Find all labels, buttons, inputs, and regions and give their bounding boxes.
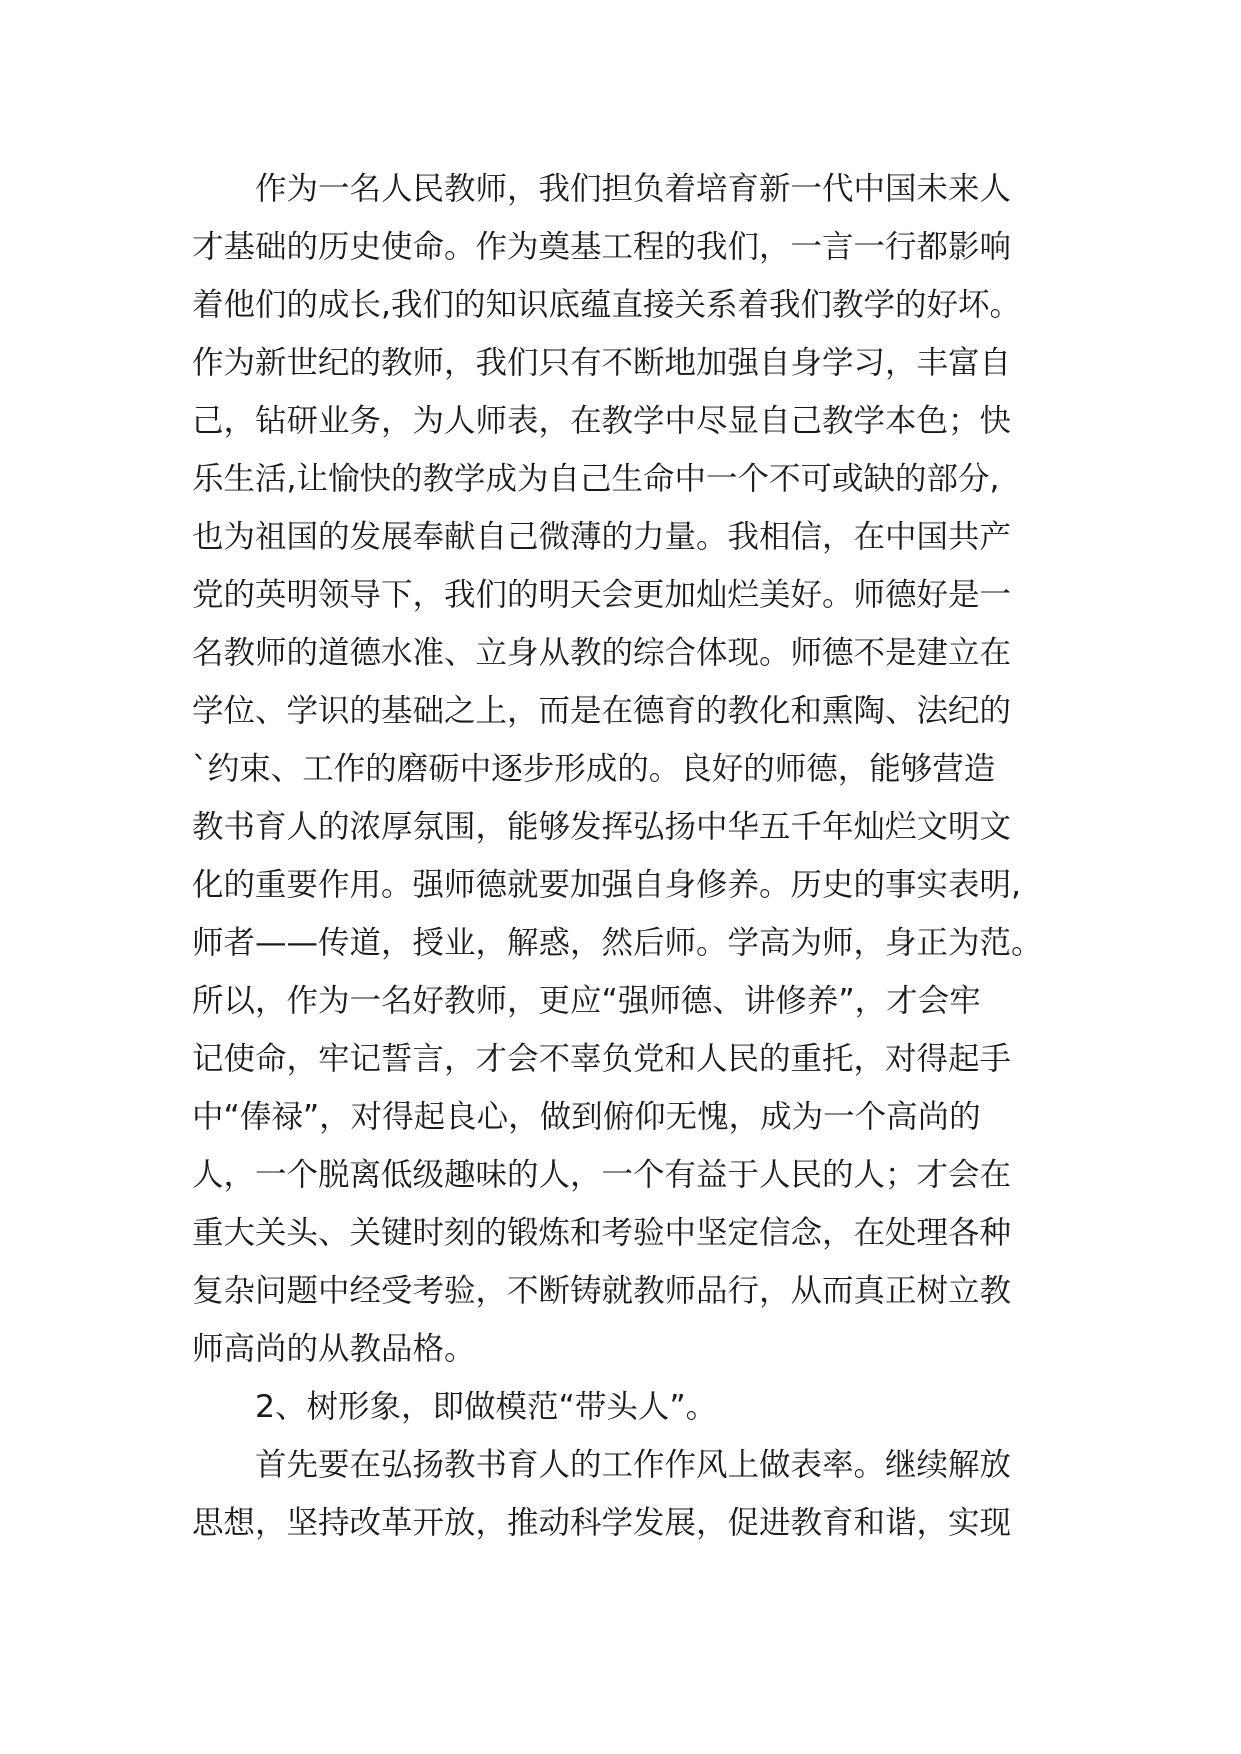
text-line: 中“俸禄”，对得起良心，做到俯仰无愧，成为一个高尚的 bbox=[192, 1099, 981, 1135]
text-line: 学位、学识的基础之上，而是在德育的教化和熏陶、法纪的 bbox=[192, 693, 1012, 729]
text-line: 复杂问题中经受考验，不断铸就教师品行，从而真正树立教 bbox=[192, 1273, 1012, 1309]
section-heading: 2、树形象，即做模范“带头人”。 bbox=[255, 1389, 718, 1425]
text-line: 重大关头、关键时刻的锻炼和考验中坚定信念，在处理各种 bbox=[192, 1215, 1012, 1251]
text-line: 着他们的成长,我们的知识底蕴直接关系着我们教学的好坏。 bbox=[192, 287, 1022, 323]
text-line: `约束、工作的磨砺中逐步形成的。良好的师德，能够营造 bbox=[192, 751, 996, 787]
text-line: 也为祖国的发展奉献自己微薄的力量。我相信，在中国共产 bbox=[192, 519, 1012, 555]
text-line: 师高尚的从教品格。 bbox=[192, 1331, 476, 1367]
text-line: 党的英明领导下，我们的明天会更加灿烂美好。师德好是一 bbox=[192, 577, 1012, 613]
text-line: 教书育人的浓厚氛围，能够发挥弘扬中华五千年灿烂文明文 bbox=[192, 809, 1012, 845]
text-line: 人，一个脱离低级趣味的人，一个有益于人民的人；才会在 bbox=[192, 1157, 1012, 1193]
text-line: 记使命，牢记誓言，才会不辜负党和人民的重托，对得起手 bbox=[192, 1041, 1012, 1077]
text-line: 首先要在弘扬教书育人的工作作风上做表率。继续解放 bbox=[255, 1447, 1012, 1483]
text-line: 名教师的道德水准、立身从教的综合体现。师德不是建立在 bbox=[192, 635, 1012, 671]
text-line: 乐生活,让愉快的教学成为自己生命中一个不可或缺的部分, bbox=[192, 461, 1000, 497]
text-line: 才基础的历史使命。作为奠基工程的我们，一言一行都影响 bbox=[192, 229, 1012, 265]
text-line: 化的重要作用。强师德就要加强自身修养。历史的事实表明, bbox=[192, 867, 1022, 903]
body-text bbox=[192, 160, 1072, 1552]
text-line: 所以，作为一名好教师，更应“强师德、讲修养”，才会牢 bbox=[192, 983, 981, 1019]
text-line: 作为新世纪的教师，我们只有不断地加强自身学习，丰富自 bbox=[192, 345, 1012, 381]
text-line: 作为一名人民教师，我们担负着培育新一代中国未来人 bbox=[255, 171, 1012, 207]
text-line: 己，钻研业务，为人师表，在教学中尽显自己教学本色；快 bbox=[192, 403, 1012, 439]
text-line: 思想，坚持改革开放，推动科学发展，促进教育和谐，实现 bbox=[192, 1505, 1012, 1541]
text-line: 师者——传道，授业，解惑，然后师。学高为师，身正为范。 bbox=[192, 925, 1043, 961]
